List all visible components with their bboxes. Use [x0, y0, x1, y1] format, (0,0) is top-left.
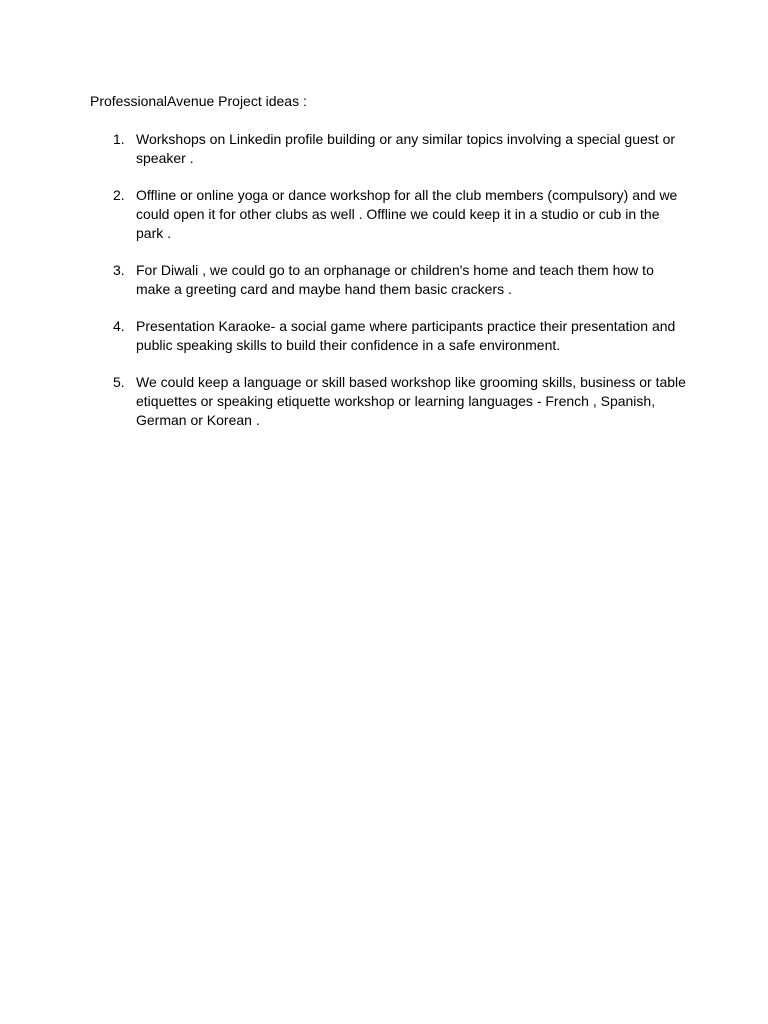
list-item [90, 261, 690, 299]
list-item-text: Offline or online yoga or dance workshop for all the club members (compulsory) and we could open it for other clubs as well . Offline we could keep it in a studio or cub in the park . [136, 187, 678, 241]
document-title: ProfessionalAvenue Project ideas : [90, 93, 307, 109]
list-item-text: For Diwali , we could go to an orphanage or children's home and teach them how to make a greeting card and maybe hand them basic crackers . [136, 262, 654, 297]
list-item [90, 317, 690, 355]
project-ideas-list [90, 130, 690, 448]
list-item-number: 2. [113, 187, 125, 203]
list-item [90, 186, 690, 243]
list-item-text: Presentation Karaoke- a social game where participants practice their presentation and public speaking skills to build their confidence in a safe environment. [136, 318, 676, 353]
list-item-number: 1. [113, 131, 125, 147]
list-item-number: 5. [113, 374, 125, 390]
list-item-number: 3. [113, 262, 125, 278]
list-item-number: 4. [113, 318, 125, 334]
list-item [90, 373, 690, 430]
list-item-text: We could keep a language or skill based workshop like grooming skills, business or table etiquettes or speaking etiquette workshop or learning languages - French , Spanish, German or Korean . [136, 374, 686, 428]
list-item-text: Workshops on Linkedin profile building or any similar topics involving a special guest or speaker . [136, 131, 676, 166]
list-item [90, 130, 690, 168]
